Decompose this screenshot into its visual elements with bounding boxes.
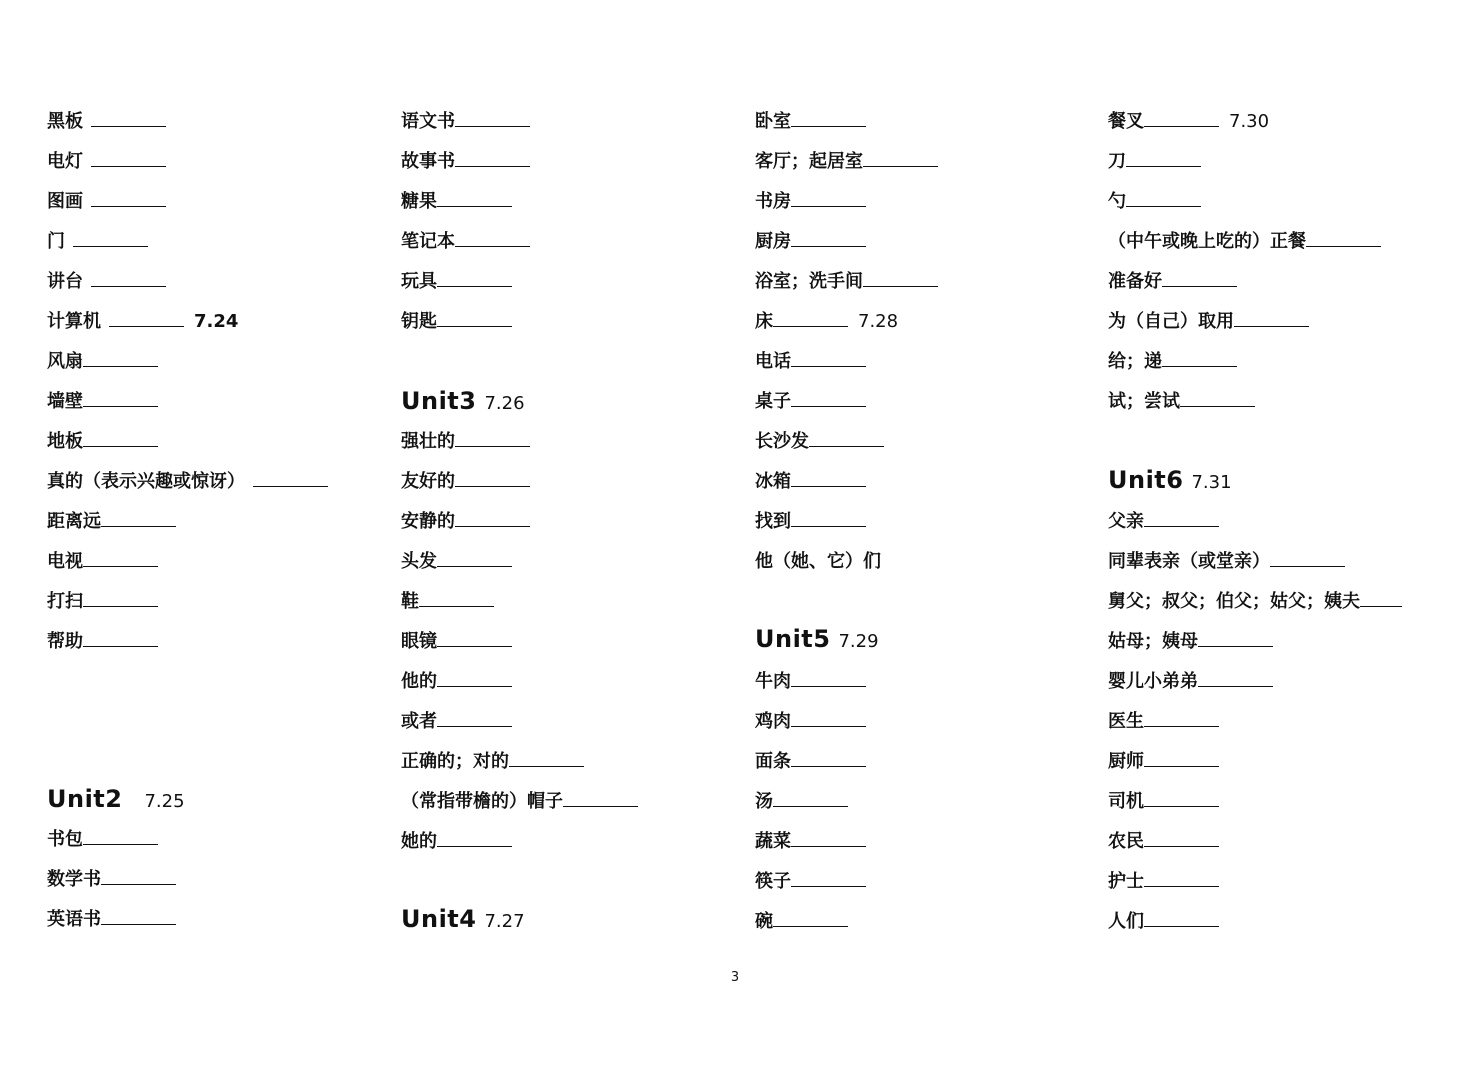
vocab-item: 书包 [47, 826, 158, 854]
answer-blank[interactable] [809, 432, 884, 447]
unit-title: Unit6 [1108, 466, 1184, 494]
unit-heading [755, 622, 879, 656]
answer-blank[interactable] [791, 832, 866, 847]
vocab-item: 护士 [1108, 868, 1219, 896]
answer-blank[interactable] [1144, 512, 1219, 527]
vocab-item: 电灯 [47, 148, 166, 176]
unit-heading [1108, 463, 1232, 497]
vocab-item: 医生 [1108, 708, 1219, 736]
vocab-item: 找到 [755, 508, 866, 536]
answer-blank[interactable] [83, 432, 158, 447]
answer-blank[interactable] [1162, 272, 1237, 287]
vocab-item: 姑母；姨母 [1108, 628, 1273, 656]
unit-title: Unit5 [755, 625, 831, 653]
answer-blank[interactable] [437, 672, 512, 687]
vocab-item: 安静的 [401, 508, 530, 536]
vocab-item: 真的（表示兴趣或惊讶） [47, 468, 328, 496]
vocab-item: 牛肉 [755, 668, 866, 696]
answer-blank[interactable] [791, 232, 866, 247]
vocab-item: 长沙发 [755, 428, 884, 456]
answer-blank[interactable] [1126, 192, 1201, 207]
answer-blank[interactable] [1270, 552, 1345, 567]
vocab-item: 她的 [401, 828, 512, 856]
answer-blank[interactable] [791, 712, 866, 727]
answer-blank[interactable] [455, 512, 530, 527]
answer-blank[interactable] [455, 152, 530, 167]
vocab-item: 语文书 [401, 108, 530, 136]
answer-blank[interactable] [83, 352, 158, 367]
vocab-item: 桌子 [755, 388, 866, 416]
vocab-item: 头发 [401, 548, 512, 576]
vocab-item: 笔记本 [401, 228, 530, 256]
unit-heading [47, 782, 185, 816]
unit-date: 7.26 [484, 393, 525, 414]
answer-blank[interactable] [1144, 112, 1219, 127]
vocab-item: 友好的 [401, 468, 530, 496]
date-label: 7.30 [1229, 111, 1270, 132]
answer-blank[interactable] [101, 870, 176, 885]
column-3 [755, 0, 1115, 960]
unit-date: 7.31 [1191, 472, 1232, 493]
answer-blank[interactable] [109, 312, 184, 327]
vocab-item: 餐叉 7.30 [1108, 111, 1270, 132]
answer-blank[interactable] [83, 392, 158, 407]
vocab-item: 厨房 [755, 228, 866, 256]
answer-blank[interactable] [253, 472, 328, 487]
vocab-item: 同辈表亲（或堂亲） [1108, 548, 1345, 576]
answer-blank[interactable] [455, 472, 530, 487]
answer-blank[interactable] [83, 552, 158, 567]
answer-blank[interactable] [791, 872, 866, 887]
answer-blank[interactable] [437, 712, 512, 727]
vocab-item: 书房 [755, 188, 866, 216]
answer-blank[interactable] [863, 152, 938, 167]
answer-blank[interactable] [509, 752, 584, 767]
vocab-item: 冰箱 [755, 468, 866, 496]
answer-blank[interactable] [455, 112, 530, 127]
date-label: 7.28 [858, 311, 899, 332]
answer-blank[interactable] [1198, 632, 1273, 647]
column-1 [47, 0, 407, 960]
vocab-item: 为（自己）取用 [1108, 308, 1309, 336]
answer-blank[interactable] [83, 592, 158, 607]
vocab-item: 故事书 [401, 148, 530, 176]
vocab-item: 数学书 [47, 866, 176, 894]
answer-blank[interactable] [1144, 712, 1219, 727]
vocab-item: 他的 [401, 668, 512, 696]
answer-blank[interactable] [73, 232, 148, 247]
answer-blank[interactable] [83, 830, 158, 845]
answer-blank[interactable] [437, 312, 512, 327]
vocab-item: （中午或晚上吃的）正餐 [1108, 228, 1381, 256]
answer-blank[interactable] [419, 592, 494, 607]
answer-blank[interactable] [863, 272, 938, 287]
answer-blank[interactable] [791, 472, 866, 487]
answer-blank[interactable] [91, 192, 166, 207]
vocab-item: 刀 [1108, 148, 1201, 176]
vocab-item: 浴室；洗手间 [755, 268, 938, 296]
unit-heading [401, 384, 525, 418]
unit-date: 7.25 [144, 791, 185, 812]
vocab-item: 筷子 [755, 868, 866, 896]
answer-blank[interactable] [91, 272, 166, 287]
vocab-item: 门 [47, 228, 148, 256]
vocab-item: 玩具 [401, 268, 512, 296]
answer-blank[interactable] [791, 112, 866, 127]
vocab-item: 舅父；叔父；伯父；姑父；姨夫 [1108, 588, 1402, 616]
vocab-item: 婴儿小弟弟 [1108, 668, 1273, 696]
answer-blank[interactable] [791, 392, 866, 407]
vocab-item: 强壮的 [401, 428, 530, 456]
vocab-item: 汤 [755, 788, 848, 816]
vocab-item: 鞋 [401, 588, 494, 616]
answer-blank[interactable] [101, 512, 176, 527]
vocab-item: 父亲 [1108, 508, 1219, 536]
date-label: 7.24 [194, 311, 239, 332]
vocab-item: 床 7.28 [755, 311, 899, 332]
answer-blank[interactable] [563, 792, 638, 807]
answer-blank[interactable] [1198, 672, 1273, 687]
vocab-item: 英语书 [47, 906, 176, 934]
column-4 [1108, 0, 1468, 960]
vocab-item: 人们 [1108, 908, 1219, 936]
vocab-item: 蔬菜 [755, 828, 866, 856]
vocab-item: 鸡肉 [755, 708, 866, 736]
vocab-item: 面条 [755, 748, 866, 776]
vocab-item: 打扫 [47, 588, 158, 616]
vocab-item: 糖果 [401, 188, 512, 216]
answer-blank[interactable] [1162, 352, 1237, 367]
vocab-item: 墙壁 [47, 388, 158, 416]
answer-blank[interactable] [1126, 152, 1201, 167]
answer-blank[interactable] [101, 910, 176, 925]
vocab-item: 试；尝试 [1108, 388, 1255, 416]
answer-blank[interactable] [773, 312, 848, 327]
vocab-item: 风扇 [47, 348, 158, 376]
unit-title: Unit2 [47, 785, 123, 813]
vocab-item: 讲台 [47, 268, 166, 296]
answer-blank[interactable] [791, 512, 866, 527]
answer-blank[interactable] [91, 112, 166, 127]
answer-blank[interactable] [437, 272, 512, 287]
answer-blank[interactable] [773, 792, 848, 807]
unit-title: Unit3 [401, 387, 477, 415]
vocab-item: 碗 [755, 908, 848, 936]
answer-blank[interactable] [1144, 792, 1219, 807]
vocab-item: 电话 [755, 348, 866, 376]
vocab-item: 给；递 [1108, 348, 1237, 376]
vocab-item: 准备好 [1108, 268, 1237, 296]
vocab-item: 地板 [47, 428, 158, 456]
vocab-item: 图画 [47, 188, 166, 216]
answer-blank[interactable] [83, 632, 158, 647]
vocab-item: 眼镜 [401, 628, 512, 656]
vocab-item: 客厅；起居室 [755, 148, 938, 176]
answer-blank[interactable] [91, 152, 166, 167]
unit-title: Unit4 [401, 905, 477, 933]
answer-blank[interactable] [437, 632, 512, 647]
answer-blank[interactable] [1234, 312, 1309, 327]
vocab-item: （常指带檐的）帽子 [401, 788, 638, 816]
answer-blank[interactable] [437, 832, 512, 847]
vocab-item: 黑板 [47, 108, 166, 136]
answer-blank[interactable] [1180, 392, 1255, 407]
answer-blank[interactable] [1360, 592, 1402, 607]
vocab-item: 农民 [1108, 828, 1219, 856]
answer-blank[interactable] [791, 672, 866, 687]
answer-blank[interactable] [1144, 832, 1219, 847]
page-number: 3 [730, 970, 740, 985]
vocab-item: 厨师 [1108, 748, 1219, 776]
answer-blank[interactable] [1144, 872, 1219, 887]
answer-blank[interactable] [791, 192, 866, 207]
vocab-item: 距离远 [47, 508, 176, 536]
answer-blank[interactable] [455, 232, 530, 247]
vocab-item: 司机 [1108, 788, 1219, 816]
vocab-item: 或者 [401, 708, 512, 736]
answer-blank[interactable] [437, 192, 512, 207]
vocab-item: 钥匙 [401, 308, 512, 336]
answer-blank[interactable] [437, 552, 512, 567]
answer-blank[interactable] [455, 432, 530, 447]
column-2 [401, 0, 761, 960]
unit-date: 7.27 [484, 911, 525, 932]
answer-blank[interactable] [773, 912, 848, 927]
vocab-item: 帮助 [47, 628, 158, 656]
vocab-item: 勺 [1108, 188, 1201, 216]
unit-heading [401, 902, 525, 936]
vocab-item: 计算机 7.24 [47, 311, 239, 332]
answer-blank[interactable] [1306, 232, 1381, 247]
answer-blank[interactable] [1144, 752, 1219, 767]
vocab-item: 他（她、它）们 [755, 551, 881, 572]
answer-blank[interactable] [791, 752, 866, 767]
vocab-item: 电视 [47, 548, 158, 576]
answer-blank[interactable] [791, 352, 866, 367]
vocab-item: 正确的；对的 [401, 748, 584, 776]
unit-date: 7.29 [838, 631, 879, 652]
vocab-item: 卧室 [755, 108, 866, 136]
answer-blank[interactable] [1144, 912, 1219, 927]
